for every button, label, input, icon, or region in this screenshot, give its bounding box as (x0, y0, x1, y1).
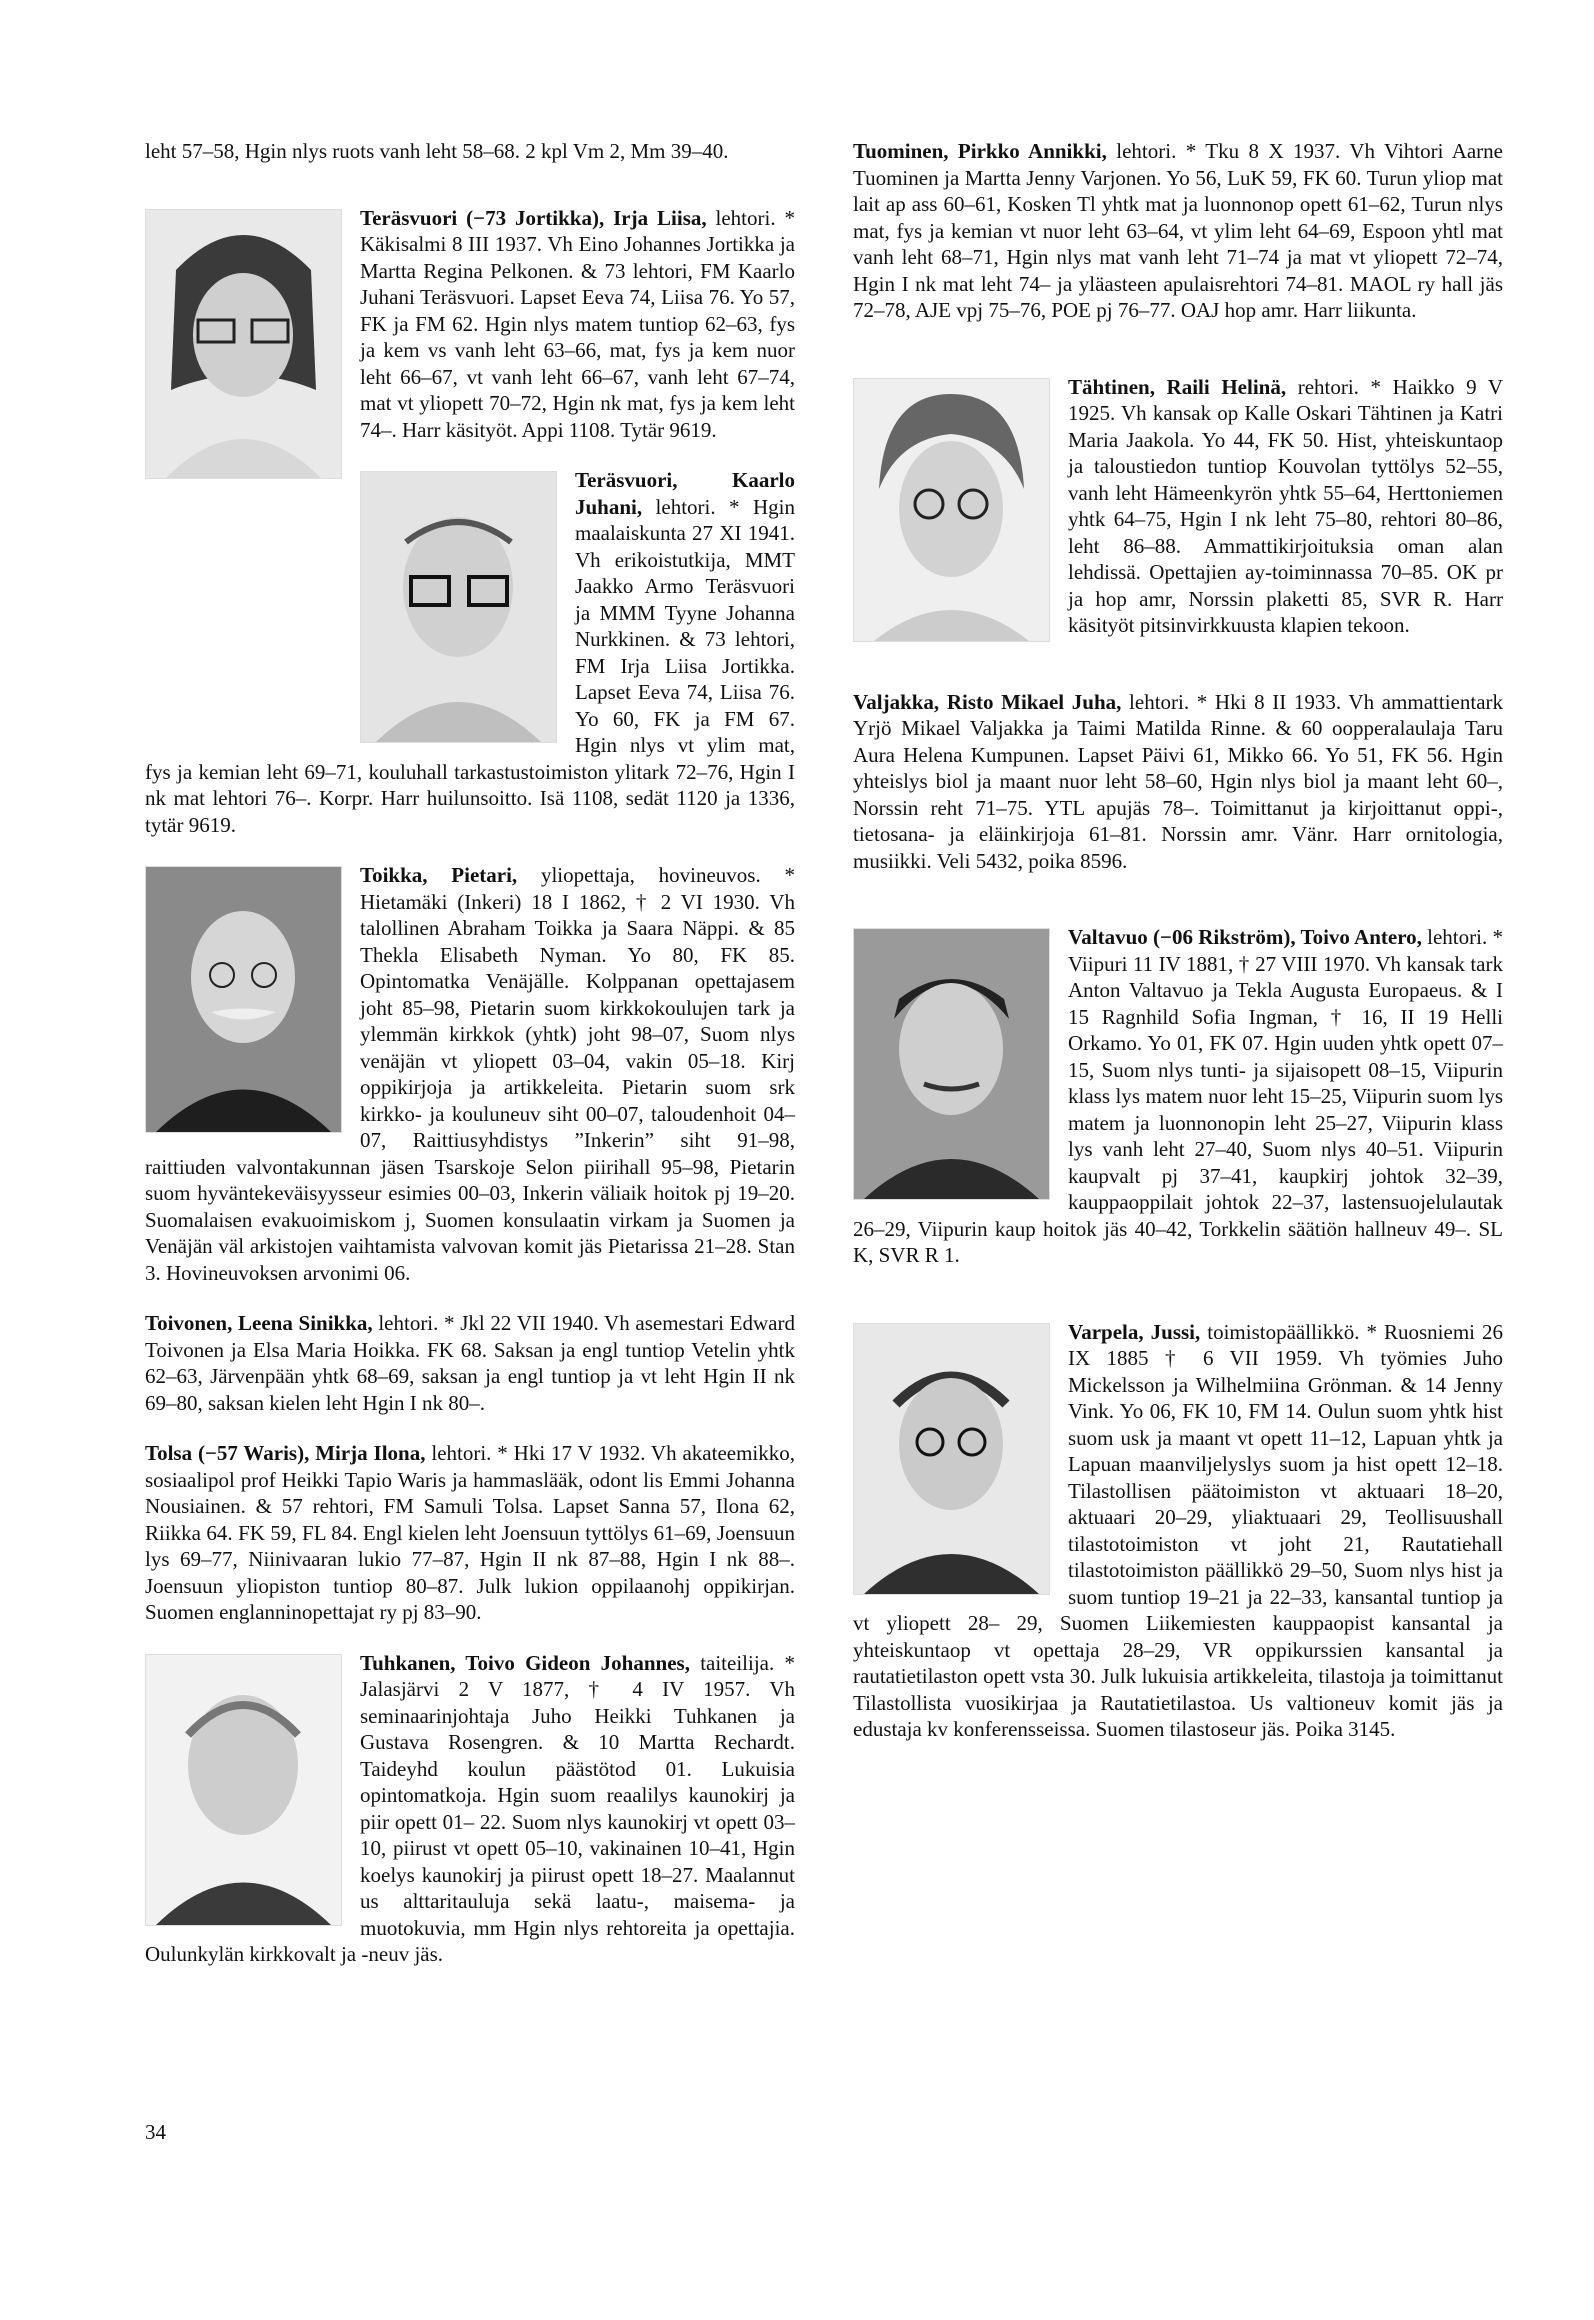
portrait-man-round-glasses (854, 1324, 1049, 1594)
entry-toikka-pietari (145, 862, 795, 1286)
entry-text: lehtori. * Hki 17 V 1932. Vh akateemikko, sosiaalipol prof Heikki Tapio Waris ja hammaslääk, odont lis Emmi Johanna Nousiainen. & 57 rehtori, FM Samuli Tolsa. Lapset Sanna 57, Ilona 62, Riikka 64. FK 59, FL 84. Engl kielen leht Joensuun tyttölys 61–69, Joensuun lys 69–77, Niinivaaran lukio 77–87, Hgin II nk 87–88, Hgin I nk 88–. Joensuun yliopiston tuntiop 80–87. Julk lukion oppilaanohj oppikirjan. Suomen englanninopettajat ry pj 83–90. (145, 1441, 796, 1624)
entry-name: Tuhkanen, Toivo Gideon Johannes, (360, 1650, 690, 1675)
portrait-woman-glasses (146, 210, 341, 478)
entry-text: lehtori. * Hgin maalaiskunta 27 XI 1941. Vh erikoistutkija, MMT Jaakko Armo Teräsvuori ja MMM Tyyne Johanna Nurkkinen. & 73 lehtori, FM Irja Liisa Jortikka. Lapset Eeva 74, Liisa 76. Yo 60, FK ja FM 67. Hgin nlys vt ylim mat, fys ja kemian leht 69–71, kouluhall tarkastustoimiston ylitark 72–76, Hgin I nk mat lehtori 76–. Korpr. Harr huilunsoitto. Isä 1108, sedät 1120 ja 1336, tytär 9619. (145, 494, 795, 837)
entry-toivonen-leena (145, 1310, 795, 1416)
portrait-man-glasses (361, 472, 556, 742)
entry-name: Toikka, Pietari, (360, 863, 518, 887)
entry-tuhkanen-toivo (145, 1650, 795, 1968)
entry-name: Tähtinen, Raili Helinä, (1068, 374, 1287, 399)
entry-text: toimistopäällikkö. * Ruosniemi 26 IX 1885 † 6 VII 1959. Vh työmies Juho Mickelsson ja Wilhelmiina Grönman. & 14 Jenny Vink. Yo 06, FK 10, FM 14. Oulun suom yhtk hist suom usk ja maant vt opett 11–12, Lapuan yhtk ja Lapuan maanviljelyslys suom ja hist opett 12–18. Tilastollisen päätoimiston vt aktuaari 18–20, aktuaari 20–29, yliaktuaari 29, Teollisuushall tilastotoimiston vt joht 21, Rautatiehall tilastotoimiston päällikkö 29–50, Suom nlys hist ja suom tuntiop 19–21 ja 22–33, kansantal tuntiop ja vt yliopett 28– 29, Suomen Liikemiesten kauppaopist kansantal ja yhteiskuntaop vt opettaja 28–29, VR oppikurssien kansantal ja rautatietilaston opett vsta 30. Julk lukuisia artikkeleita, tilastoja ja toimittanut Tilastollista vuosikirjaa ja Rautatietilastoa. Us valtioneuv komit jäs ja edustaja kv konferensseissa. Suomen tilastoseur jäs. Poika 3145. (853, 1319, 1503, 1741)
portrait-photo (145, 209, 342, 479)
entry-name: Valjakka, Risto Mikael Juha, (853, 689, 1122, 714)
entry-text: lehtori. * Jkl 22 VII 1940. Vh asemestari Edward Toivonen ja Elsa Maria Hoikka. FK 68. Saksan ja engl tuntiop Vetelin yhtk 62–63, Järvenpään yhtk 68–69, saksan ja engl tuntiop ja vt leht Hgin II nk 69–80, saksan kielen leht Hgin I nk 80–. (145, 1311, 795, 1415)
entry-varpela-jussi (853, 1319, 1503, 1743)
entry-name: Toivonen, Leena Sinikka, (145, 1311, 373, 1335)
entry-text: lehtori. * Viipuri 11 IV 1881, † 27 VIII 1970. Vh kansak tark Anton Valtavuo ja Tekla Augusta Europaeus. & I 15 Ragnhild Sofia Ingman, † 16, II 19 Helli Orkamo. Yo 01, FK 07. Hgin uuden yhtk opett 07–15, Suom nlys tunti- ja sijaisopett 08–15, Viipurin klass lys matem nuor leht 15–25, Viipurin suom lys matem ja luonnonopin leht 25–27, Viipurin klass lys vanh leht 27–40, Suom nlys 40–51. Viipurin kaupvalt pj 37–41, kaupkirj johtok 32–39, kauppaoppilait johtok 22–37, lastensuojelulautak 26–29, Viipurin kaup hoitok jäs 40–42, Torkkelin säätiön hallneuv 49–. SL K, SVR R 1. (853, 925, 1503, 1267)
entry-text: yliopettaja, hovineuvos. * Hietamäki (Inkeri) 18 I 1862, † 2 VI 1930. Vh talollinen Abraham Toikka ja Saara Näppi. & 85 Thekla Elisabeth Nyman. Yo 80, FK 85. Opintomatka Venäjälle. Kolppanan opettajasem joht 85–98, Pietarin suom kirkkokoulujen tark ja ylemmän kirkkok (yhtk) joht 98–07, Suom nlys venäjän vt yliopett 03–04, vakin 05–18. Kirj oppikirjoja ja artikkeleita. Pietarin suom srk kirkko- ja kouluneuv siht 00–07, taloudenhoit 04–07, Raittiusyhdistys ”Inkerin” siht 91–98, raittiuden valvontakunnan jäsen Tsarskoje Selon piirihall 95–98, Pietarin suom hyväntekeväisyysseur esimies 00–03, Inkerin väliaik hoitok pj 19–20. Suomalaisen evakuoimiskom j, Suomen konsulaatin virkam ja Suomen ja Venäjän väl arkistojen vaihtamista valvovan komit jäs Pietarissa 21–28. Stan 3. Hovineuvoksen arvonimi 06. (145, 863, 795, 1285)
entry-text: taiteilija. * Jalasjärvi 2 V 1877, † 4 IV 1957. Vh seminaarinjohtaja Juho Heikki Tuhkanen ja Gustava Rosengren. & 10 Martta Rechardt. Taideyhd koulun päästötod 01. Lukuisia opintomatkoja. Hgin suom reaalilys kaunokirj ja piir opett 01– 22. Suom nlys kaunokirj vt opett 03–10, piirust vt opett 05–10, vakinainen 10–41, Hgin koelys kaunokirj ja piirust opett 18–27. Maalannut us alttaritauluja sekä laatu-, maisema- ja muotokuvia, mm Hgin nlys rehtoreita ja opettajia. Oulunkylän kirkkovalt ja -neuv jäs. (145, 1650, 795, 1966)
entry-name: Valtavuo (−06 Rikström), Toivo Antero, (1068, 925, 1422, 949)
portrait-photo (360, 471, 557, 743)
entry-text: rehtori. * Haikko 9 V 1925. Vh kansak op Kalle Oskari Tähtinen ja Katri Maria Jaakola. Yo 44, FK 50. Hist, yhteiskuntaop ja taloustiedon tuntiop Kouvolan tyttölys 52–55, vanh leht Hämeenkyrön yhtk 55–64, Herttoniemen yhtk 64–75, Hgin I nk leht 75–80, rehtori 80–86, leht 86–88. Ammattikirjoituksia oman alan lehdissä. Opettajien ay-toiminnassa 70–85. OK pr ja hop amr, Norssin plaketti 85, SVR R. Harr käsityöt pitsinvirkkuusta klapien tekoon. (1068, 374, 1503, 637)
entry-continuation (145, 138, 795, 165)
entry-terasvuori-kaarlo (145, 467, 795, 838)
entry-valjakka-risto (853, 689, 1503, 875)
entry-terasvuori-irja (145, 205, 795, 444)
entry-tolsa-mirja (145, 1440, 795, 1626)
portrait-elderly-man (146, 1655, 341, 1925)
portrait-man-moustache (146, 867, 341, 1132)
right-column (853, 138, 1503, 1743)
entry-name: Teräsvuori, Kaarlo Juhani, (575, 468, 795, 519)
entry-valtavuo-toivo (853, 924, 1503, 1269)
portrait-photo (853, 928, 1050, 1200)
entry-name: Teräsvuori (−73 Jortikka), Irja Liisa, (360, 205, 707, 230)
portrait-woman-curly-hair (854, 379, 1049, 641)
portrait-photo (145, 1654, 342, 1926)
entry-name: Tuominen, Pirkko Annikki, (853, 139, 1107, 163)
portrait-photo (853, 1323, 1050, 1595)
entry-text: lehtori. * Tku 8 X 1937. Vh Vihtori Aarne Tuominen ja Martta Jenny Varjonen. Yo 56, LuK 59, FK 60. Turun yliop mat lait ap ass 60–61, Kosken Tl yhtk mat ja luonnonop opett 61–62, Turun nlys mat, fys ja kemian vt nuor leht 63–64, vt ylim leht 64–69, Espoon yhtl mat vanh leht 68–71, Hgin nlys mat vanh leht 71–74 ja mat vt yliopett 72–74, Hgin I nk mat leht 74– ja yläasteen apulaisrehtori 74–81. MAOL ry hall jäs 72–78, AJE vpj 75–76, POE pj 76–77. OAJ hop amr. Harr liikunta. (853, 139, 1503, 322)
entry-tahtinen-raili (853, 374, 1503, 639)
entry-text: lehtori. * Hki 8 II 1933. Vh ammattientark Yrjö Mikael Valjakka ja Taimi Matilda Rinne. & 60 oopperalaulaja Taru Aura Helena Kumpunen. Lapset Päivi 61, Mikko 66. Yo 51, FK 56. Hgin yhteislys biol ja maant nuor leht 58–60, Hgin nlys biol ja maant leht 60–, Norssin reht 71–75. YTL apujäs 78–. Toimittanut ja kirjoittanut oppi-, tietosana- ja eläinkirjoja 61–81. Norssin amr. Vänr. Harr ornitologia, musiikki. Veli 5432, poika 8596. (853, 689, 1504, 873)
entry-name: Tolsa (−57 Waris), Mirja Ilona, (145, 1441, 426, 1465)
left-column (145, 138, 795, 1968)
portrait-photo (145, 866, 342, 1133)
page-number: 34 (145, 2120, 166, 2144)
entry-text: lehtori. * Käkisalmi 8 III 1937. Vh Eino Johannes Jortikka ja Martta Regina Pelkonen. & 73 lehtori, FM Kaarlo Juhani Teräsvuori. Lapset Eeva 74, Liisa 76. Yo 57, FK ja FM 62. Hgin nlys matem tuntiop 62–63, fys ja kem vs vanh leht 63–66, mat, fys ja kem nuor leht 66–67, vt vanh leht 66–67, vanh leht 67–74, mat vt yliopett 70–72, Hgin nk mat, fys ja kem leht 74–. Harr käsityöt. Appi 1108. Tytär 9619. (360, 205, 795, 442)
portrait-photo (853, 378, 1050, 642)
portrait-man-dark-hair (854, 929, 1049, 1199)
entry-tuominen-pirkko (853, 138, 1503, 324)
entry-text: leht 57–58, Hgin nlys ruots vanh leht 58–68. 2 kpl Vm 2, Mm 39–40. (145, 139, 729, 163)
entry-name: Varpela, Jussi, (1068, 1319, 1201, 1344)
